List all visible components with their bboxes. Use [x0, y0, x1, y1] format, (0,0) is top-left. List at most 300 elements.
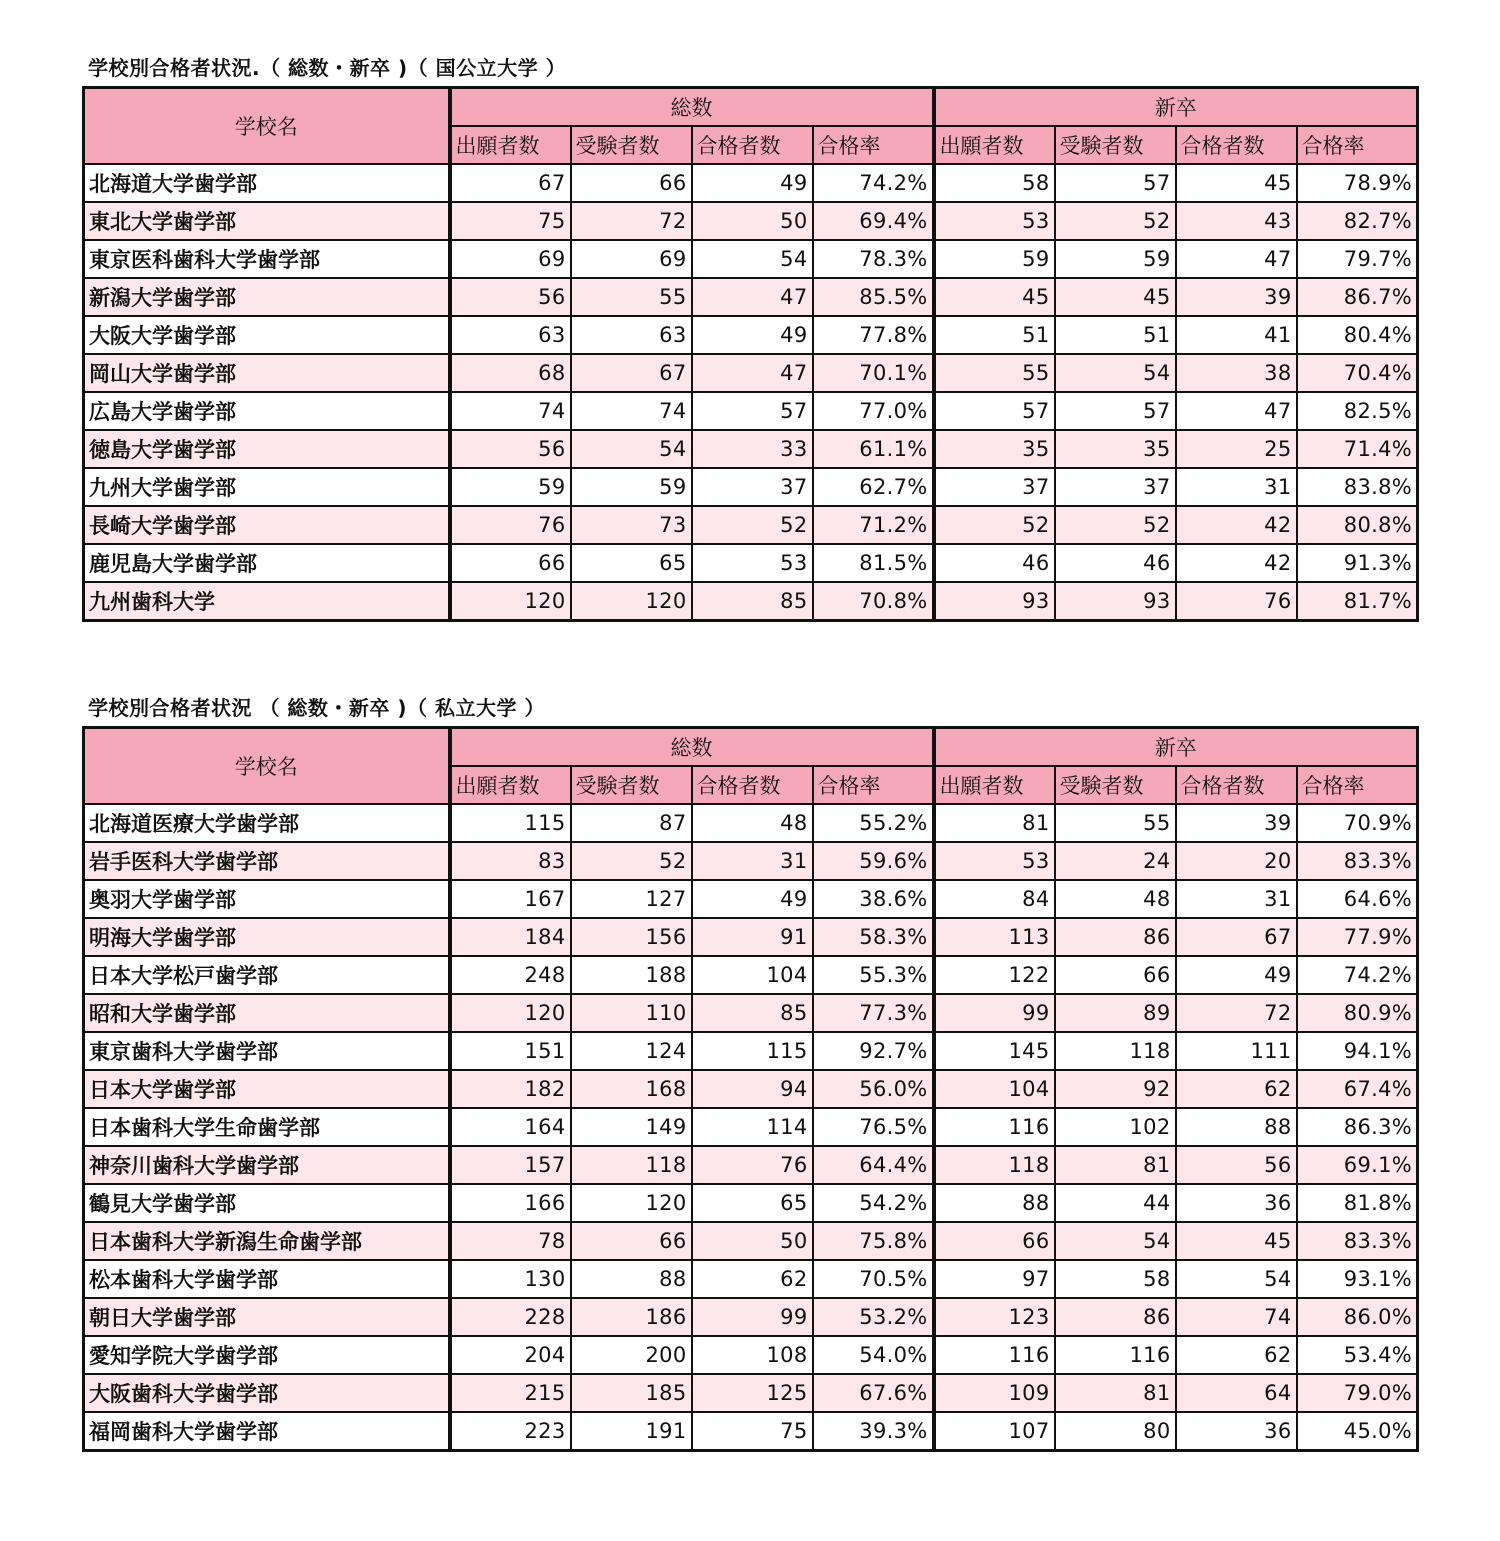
total-applicants-header: 出願者数 [450, 126, 571, 164]
table-row [84, 354, 1418, 392]
table-row [84, 994, 1418, 1032]
school-name-cell: 日本歯科大学生命歯学部 [84, 1108, 450, 1146]
school-name-cell: 大阪歯科大学歯学部 [84, 1374, 450, 1412]
new-grad-pass-rate-cell: 67.4% [1297, 1070, 1418, 1108]
new-grad-examinees-cell: 51 [1055, 316, 1176, 354]
new-grad-passers-cell: 67 [1176, 918, 1297, 956]
school-name-cell: 福岡歯科大学歯学部 [84, 1412, 450, 1451]
new-grad-examinees-header: 受験者数 [1055, 766, 1176, 804]
new-grad-group-header: 新卒 [934, 88, 1418, 127]
total-pass-rate-cell: 55.3% [813, 956, 934, 994]
new-grad-applicants-header: 出願者数 [934, 766, 1055, 804]
new-grad-examinees-cell: 92 [1055, 1070, 1176, 1108]
total-examinees-cell: 69 [571, 240, 692, 278]
school-name-cell: 九州大学歯学部 [84, 468, 450, 506]
total-pass-rate-cell: 75.8% [813, 1222, 934, 1260]
total-pass-rate-cell: 77.0% [813, 392, 934, 430]
total-pass-rate-cell: 53.2% [813, 1298, 934, 1336]
new-grad-pass-rate-cell: 82.7% [1297, 202, 1418, 240]
school-name-cell: 徳島大学歯学部 [84, 430, 450, 468]
school-name-cell: 長崎大学歯学部 [84, 506, 450, 544]
new-grad-applicants-cell: 97 [934, 1260, 1055, 1298]
total-examinees-cell: 186 [571, 1298, 692, 1336]
total-applicants-cell: 83 [450, 842, 571, 880]
new-grad-pass-rate-cell: 83.3% [1297, 1222, 1418, 1260]
total-passers-cell: 47 [692, 278, 813, 316]
total-examinees-cell: 185 [571, 1374, 692, 1412]
total-pass-rate-cell: 62.7% [813, 468, 934, 506]
school-name-cell: 鶴見大学歯学部 [84, 1184, 450, 1222]
school-name-cell: 神奈川歯科大学歯学部 [84, 1146, 450, 1184]
new-grad-applicants-cell: 109 [934, 1374, 1055, 1412]
new-grad-pass-rate-cell: 91.3% [1297, 544, 1418, 582]
new-grad-pass-rate-cell: 80.8% [1297, 506, 1418, 544]
school-name-cell: 九州歯科大学 [84, 582, 450, 621]
total-applicants-cell: 75 [450, 202, 571, 240]
new-grad-passers-cell: 47 [1176, 392, 1297, 430]
new-grad-passers-cell: 42 [1176, 544, 1297, 582]
new-grad-examinees-cell: 54 [1055, 354, 1176, 392]
new-grad-examinees-cell: 86 [1055, 1298, 1176, 1336]
school-name-cell: 新潟大学歯学部 [84, 278, 450, 316]
table-row [84, 1298, 1418, 1336]
table-row [84, 842, 1418, 880]
table-row [84, 804, 1418, 842]
total-passers-cell: 57 [692, 392, 813, 430]
total-passers-cell: 99 [692, 1298, 813, 1336]
new-grad-applicants-cell: 116 [934, 1336, 1055, 1374]
new-grad-examinees-cell: 81 [1055, 1146, 1176, 1184]
new-grad-pass-rate-cell: 45.0% [1297, 1412, 1418, 1451]
table-row [84, 1374, 1418, 1412]
total-applicants-cell: 130 [450, 1260, 571, 1298]
total-pass-rate-cell: 54.2% [813, 1184, 934, 1222]
school-name-cell: 朝日大学歯学部 [84, 1298, 450, 1336]
total-examinees-cell: 156 [571, 918, 692, 956]
new-grad-applicants-cell: 107 [934, 1412, 1055, 1451]
total-applicants-cell: 166 [450, 1184, 571, 1222]
new-grad-examinees-cell: 52 [1055, 202, 1176, 240]
school-name-cell: 東京歯科大学歯学部 [84, 1032, 450, 1070]
total-pass-rate-cell: 85.5% [813, 278, 934, 316]
total-applicants-cell: 215 [450, 1374, 571, 1412]
total-passers-cell: 75 [692, 1412, 813, 1451]
total-passers-cell: 108 [692, 1336, 813, 1374]
total-examinees-cell: 54 [571, 430, 692, 468]
school-name-cell: 北海道大学歯学部 [84, 164, 450, 202]
new-grad-applicants-header: 出願者数 [934, 126, 1055, 164]
table-row [84, 202, 1418, 240]
table-row [84, 956, 1418, 994]
header-row-groups [84, 88, 1418, 127]
new-grad-pass-rate-cell: 64.6% [1297, 880, 1418, 918]
new-grad-group-header: 新卒 [934, 728, 1418, 767]
school-name-cell: 日本大学松戸歯学部 [84, 956, 450, 994]
total-passers-cell: 114 [692, 1108, 813, 1146]
total-applicants-cell: 204 [450, 1336, 571, 1374]
total-passers-cell: 47 [692, 354, 813, 392]
new-grad-passers-cell: 36 [1176, 1184, 1297, 1222]
table-row [84, 1070, 1418, 1108]
total-examinees-cell: 127 [571, 880, 692, 918]
new-grad-passers-cell: 36 [1176, 1412, 1297, 1451]
new-grad-applicants-cell: 59 [934, 240, 1055, 278]
new-grad-examinees-cell: 35 [1055, 430, 1176, 468]
new-grad-examinees-cell: 102 [1055, 1108, 1176, 1146]
total-applicants-cell: 167 [450, 880, 571, 918]
table-row [84, 506, 1418, 544]
table-row [84, 164, 1418, 202]
new-grad-passers-cell: 49 [1176, 956, 1297, 994]
total-applicants-cell: 228 [450, 1298, 571, 1336]
total-pass-rate-cell: 61.1% [813, 430, 934, 468]
total-examinees-cell: 74 [571, 392, 692, 430]
total-pass-rate-cell: 77.3% [813, 994, 934, 1032]
new-grad-pass-rate-cell: 86.7% [1297, 278, 1418, 316]
new-grad-pass-rate-cell: 70.9% [1297, 804, 1418, 842]
school-name-cell: 愛知学院大学歯学部 [84, 1336, 450, 1374]
new-grad-examinees-cell: 86 [1055, 918, 1176, 956]
total-examinees-cell: 118 [571, 1146, 692, 1184]
new-grad-applicants-cell: 122 [934, 956, 1055, 994]
total-examinees-cell: 73 [571, 506, 692, 544]
new-grad-passers-cell: 41 [1176, 316, 1297, 354]
total-examinees-cell: 120 [571, 1184, 692, 1222]
total-pass-rate-cell: 81.5% [813, 544, 934, 582]
total-pass-rate-cell: 59.6% [813, 842, 934, 880]
table-row [84, 880, 1418, 918]
total-passers-cell: 115 [692, 1032, 813, 1070]
total-passers-cell: 53 [692, 544, 813, 582]
new-grad-examinees-cell: 48 [1055, 880, 1176, 918]
new-grad-passers-cell: 72 [1176, 994, 1297, 1032]
new-grad-applicants-cell: 53 [934, 842, 1055, 880]
new-grad-passers-cell: 39 [1176, 278, 1297, 316]
table-row [84, 240, 1418, 278]
new-grad-passers-cell: 31 [1176, 880, 1297, 918]
new-grad-pass-rate-cell: 53.4% [1297, 1336, 1418, 1374]
total-examinees-header: 受験者数 [571, 766, 692, 804]
new-grad-applicants-cell: 116 [934, 1108, 1055, 1146]
new-grad-applicants-cell: 45 [934, 278, 1055, 316]
total-examinees-cell: 52 [571, 842, 692, 880]
new-grad-passers-header: 合格者数 [1176, 766, 1297, 804]
new-grad-applicants-cell: 88 [934, 1184, 1055, 1222]
school-name-cell: 広島大学歯学部 [84, 392, 450, 430]
table-row [84, 1108, 1418, 1146]
total-applicants-cell: 164 [450, 1108, 571, 1146]
total-applicants-header: 出願者数 [450, 766, 571, 804]
new-grad-pass-rate-cell: 83.3% [1297, 842, 1418, 880]
table-row [84, 430, 1418, 468]
total-pass-rate-cell: 55.2% [813, 804, 934, 842]
new-grad-passers-cell: 64 [1176, 1374, 1297, 1412]
new-grad-pass-rate-cell: 69.1% [1297, 1146, 1418, 1184]
total-pass-rate-cell: 69.4% [813, 202, 934, 240]
new-grad-applicants-cell: 84 [934, 880, 1055, 918]
new-grad-examinees-cell: 66 [1055, 956, 1176, 994]
school-name-cell: 東北大学歯学部 [84, 202, 450, 240]
total-passers-cell: 52 [692, 506, 813, 544]
school-name-cell: 大阪大学歯学部 [84, 316, 450, 354]
total-examinees-cell: 72 [571, 202, 692, 240]
total-pass-rate-cell: 70.8% [813, 582, 934, 621]
total-pass-rate-header: 合格率 [813, 126, 934, 164]
total-passers-cell: 76 [692, 1146, 813, 1184]
new-grad-pass-rate-header: 合格率 [1297, 766, 1418, 804]
new-grad-pass-rate-cell: 81.7% [1297, 582, 1418, 621]
total-examinees-cell: 149 [571, 1108, 692, 1146]
new-grad-passers-cell: 56 [1176, 1146, 1297, 1184]
new-grad-passers-cell: 25 [1176, 430, 1297, 468]
total-pass-rate-cell: 38.6% [813, 880, 934, 918]
private-results-table [82, 726, 1419, 1452]
new-grad-applicants-cell: 57 [934, 392, 1055, 430]
new-grad-examinees-cell: 81 [1055, 1374, 1176, 1412]
school-name-cell: 岩手医科大学歯学部 [84, 842, 450, 880]
new-grad-passers-cell: 62 [1176, 1070, 1297, 1108]
table-row [84, 544, 1418, 582]
new-grad-pass-rate-cell: 74.2% [1297, 956, 1418, 994]
total-passers-cell: 94 [692, 1070, 813, 1108]
new-grad-applicants-cell: 113 [934, 918, 1055, 956]
total-applicants-cell: 78 [450, 1222, 571, 1260]
total-examinees-cell: 191 [571, 1412, 692, 1451]
new-grad-applicants-cell: 52 [934, 506, 1055, 544]
new-grad-applicants-cell: 81 [934, 804, 1055, 842]
total-pass-rate-header: 合格率 [813, 766, 934, 804]
new-grad-examinees-cell: 44 [1055, 1184, 1176, 1222]
total-pass-rate-cell: 58.3% [813, 918, 934, 956]
new-grad-examinees-cell: 24 [1055, 842, 1176, 880]
total-pass-rate-cell: 67.6% [813, 1374, 934, 1412]
total-applicants-cell: 63 [450, 316, 571, 354]
new-grad-applicants-cell: 99 [934, 994, 1055, 1032]
new-grad-passers-cell: 62 [1176, 1336, 1297, 1374]
school-name-cell: 昭和大学歯学部 [84, 994, 450, 1032]
new-grad-pass-rate-cell: 81.8% [1297, 1184, 1418, 1222]
total-passers-cell: 125 [692, 1374, 813, 1412]
school-name-cell: 岡山大学歯学部 [84, 354, 450, 392]
total-applicants-cell: 120 [450, 582, 571, 621]
total-pass-rate-cell: 76.5% [813, 1108, 934, 1146]
new-grad-applicants-cell: 35 [934, 430, 1055, 468]
total-pass-rate-cell: 64.4% [813, 1146, 934, 1184]
new-grad-applicants-cell: 123 [934, 1298, 1055, 1336]
total-applicants-cell: 115 [450, 804, 571, 842]
total-examinees-cell: 120 [571, 582, 692, 621]
new-grad-passers-cell: 31 [1176, 468, 1297, 506]
total-applicants-cell: 59 [450, 468, 571, 506]
total-applicants-cell: 184 [450, 918, 571, 956]
new-grad-passers-cell: 88 [1176, 1108, 1297, 1146]
total-passers-cell: 65 [692, 1184, 813, 1222]
new-grad-passers-cell: 38 [1176, 354, 1297, 392]
national-results-table [82, 86, 1419, 622]
new-grad-examinees-cell: 54 [1055, 1222, 1176, 1260]
total-applicants-cell: 67 [450, 164, 571, 202]
new-grad-applicants-cell: 55 [934, 354, 1055, 392]
total-pass-rate-cell: 71.2% [813, 506, 934, 544]
total-examinees-cell: 200 [571, 1336, 692, 1374]
school-name-cell: 鹿児島大学歯学部 [84, 544, 450, 582]
header-row-groups [84, 728, 1418, 767]
school-name-header: 学校名 [84, 88, 450, 165]
total-examinees-cell: 66 [571, 164, 692, 202]
table-row [84, 1032, 1418, 1070]
new-grad-passers-cell: 45 [1176, 164, 1297, 202]
new-grad-examinees-cell: 57 [1055, 392, 1176, 430]
school-name-cell: 北海道医療大学歯学部 [84, 804, 450, 842]
new-grad-pass-rate-cell: 80.4% [1297, 316, 1418, 354]
new-grad-pass-rate-cell: 80.9% [1297, 994, 1418, 1032]
total-passers-cell: 49 [692, 316, 813, 354]
new-grad-applicants-cell: 93 [934, 582, 1055, 621]
new-grad-examinees-cell: 46 [1055, 544, 1176, 582]
school-name-cell: 松本歯科大学歯学部 [84, 1260, 450, 1298]
total-examinees-cell: 65 [571, 544, 692, 582]
new-grad-passers-cell: 111 [1176, 1032, 1297, 1070]
new-grad-pass-rate-cell: 79.7% [1297, 240, 1418, 278]
new-grad-examinees-cell: 58 [1055, 1260, 1176, 1298]
new-grad-pass-rate-cell: 77.9% [1297, 918, 1418, 956]
total-applicants-cell: 68 [450, 354, 571, 392]
new-grad-examinees-cell: 80 [1055, 1412, 1176, 1451]
school-name-cell: 日本大学歯学部 [84, 1070, 450, 1108]
new-grad-applicants-cell: 37 [934, 468, 1055, 506]
total-passers-header: 合格者数 [692, 126, 813, 164]
table-row [84, 316, 1418, 354]
total-examinees-header: 受験者数 [571, 126, 692, 164]
table-row [84, 1260, 1418, 1298]
total-examinees-cell: 66 [571, 1222, 692, 1260]
table-row [84, 278, 1418, 316]
total-passers-cell: 33 [692, 430, 813, 468]
new-grad-pass-rate-cell: 82.5% [1297, 392, 1418, 430]
new-grad-passers-cell: 45 [1176, 1222, 1297, 1260]
total-examinees-cell: 124 [571, 1032, 692, 1070]
total-pass-rate-cell: 54.0% [813, 1336, 934, 1374]
total-examinees-cell: 55 [571, 278, 692, 316]
new-grad-pass-rate-cell: 86.3% [1297, 1108, 1418, 1146]
new-grad-pass-rate-cell: 79.0% [1297, 1374, 1418, 1412]
table-row [84, 918, 1418, 956]
new-grad-passers-cell: 74 [1176, 1298, 1297, 1336]
total-passers-cell: 85 [692, 994, 813, 1032]
new-grad-passers-cell: 42 [1176, 506, 1297, 544]
new-grad-examinees-cell: 116 [1055, 1336, 1176, 1374]
new-grad-applicants-cell: 51 [934, 316, 1055, 354]
table-row [84, 1146, 1418, 1184]
total-passers-cell: 50 [692, 202, 813, 240]
total-applicants-cell: 120 [450, 994, 571, 1032]
school-name-cell: 奥羽大学歯学部 [84, 880, 450, 918]
new-grad-examinees-cell: 37 [1055, 468, 1176, 506]
school-name-cell: 日本歯科大学新潟生命歯学部 [84, 1222, 450, 1260]
new-grad-examinees-cell: 89 [1055, 994, 1176, 1032]
total-examinees-cell: 87 [571, 804, 692, 842]
new-grad-applicants-cell: 58 [934, 164, 1055, 202]
new-grad-pass-rate-cell: 93.1% [1297, 1260, 1418, 1298]
new-grad-applicants-cell: 118 [934, 1146, 1055, 1184]
total-applicants-cell: 76 [450, 506, 571, 544]
new-grad-passers-cell: 43 [1176, 202, 1297, 240]
table-row [84, 1412, 1418, 1451]
new-grad-examinees-cell: 59 [1055, 240, 1176, 278]
total-pass-rate-cell: 56.0% [813, 1070, 934, 1108]
new-grad-applicants-cell: 145 [934, 1032, 1055, 1070]
new-grad-examinees-cell: 52 [1055, 506, 1176, 544]
total-applicants-cell: 56 [450, 278, 571, 316]
new-grad-examinees-cell: 45 [1055, 278, 1176, 316]
national-table-title: 学校別合格者状況.（ 総数・新卒 )（ 国公立大学 ） [88, 56, 567, 80]
total-passers-cell: 104 [692, 956, 813, 994]
total-applicants-cell: 69 [450, 240, 571, 278]
new-grad-pass-rate-cell: 71.4% [1297, 430, 1418, 468]
table-row [84, 1336, 1418, 1374]
total-applicants-cell: 56 [450, 430, 571, 468]
private-table-title: 学校別合格者状況 （ 総数・新卒 )（ 私立大学 ） [88, 696, 545, 720]
total-pass-rate-cell: 78.3% [813, 240, 934, 278]
total-passers-cell: 49 [692, 164, 813, 202]
new-grad-passers-cell: 39 [1176, 804, 1297, 842]
table-row [84, 392, 1418, 430]
total-applicants-cell: 157 [450, 1146, 571, 1184]
total-passers-header: 合格者数 [692, 766, 813, 804]
total-examinees-cell: 59 [571, 468, 692, 506]
total-examinees-cell: 88 [571, 1260, 692, 1298]
total-examinees-cell: 67 [571, 354, 692, 392]
table-row [84, 582, 1418, 621]
school-name-cell: 東京医科歯科大学歯学部 [84, 240, 450, 278]
total-pass-rate-cell: 92.7% [813, 1032, 934, 1070]
total-pass-rate-cell: 70.5% [813, 1260, 934, 1298]
new-grad-examinees-cell: 93 [1055, 582, 1176, 621]
new-grad-passers-cell: 54 [1176, 1260, 1297, 1298]
new-grad-pass-rate-cell: 78.9% [1297, 164, 1418, 202]
total-applicants-cell: 74 [450, 392, 571, 430]
total-passers-cell: 49 [692, 880, 813, 918]
total-applicants-cell: 182 [450, 1070, 571, 1108]
total-applicants-cell: 223 [450, 1412, 571, 1451]
new-grad-applicants-cell: 46 [934, 544, 1055, 582]
school-name-header: 学校名 [84, 728, 450, 805]
new-grad-examinees-header: 受験者数 [1055, 126, 1176, 164]
school-name-cell: 明海大学歯学部 [84, 918, 450, 956]
new-grad-pass-rate-cell: 94.1% [1297, 1032, 1418, 1070]
new-grad-passers-cell: 47 [1176, 240, 1297, 278]
total-passers-cell: 48 [692, 804, 813, 842]
total-passers-cell: 91 [692, 918, 813, 956]
total-pass-rate-cell: 74.2% [813, 164, 934, 202]
new-grad-applicants-cell: 66 [934, 1222, 1055, 1260]
total-examinees-cell: 168 [571, 1070, 692, 1108]
total-passers-cell: 31 [692, 842, 813, 880]
total-applicants-cell: 248 [450, 956, 571, 994]
new-grad-applicants-cell: 53 [934, 202, 1055, 240]
total-pass-rate-cell: 70.1% [813, 354, 934, 392]
total-passers-cell: 62 [692, 1260, 813, 1298]
new-grad-applicants-cell: 104 [934, 1070, 1055, 1108]
table-row [84, 468, 1418, 506]
new-grad-pass-rate-cell: 83.8% [1297, 468, 1418, 506]
new-grad-passers-cell: 20 [1176, 842, 1297, 880]
table-row [84, 1222, 1418, 1260]
total-passers-cell: 37 [692, 468, 813, 506]
total-group-header: 総数 [450, 728, 934, 767]
total-passers-cell: 54 [692, 240, 813, 278]
new-grad-pass-rate-header: 合格率 [1297, 126, 1418, 164]
